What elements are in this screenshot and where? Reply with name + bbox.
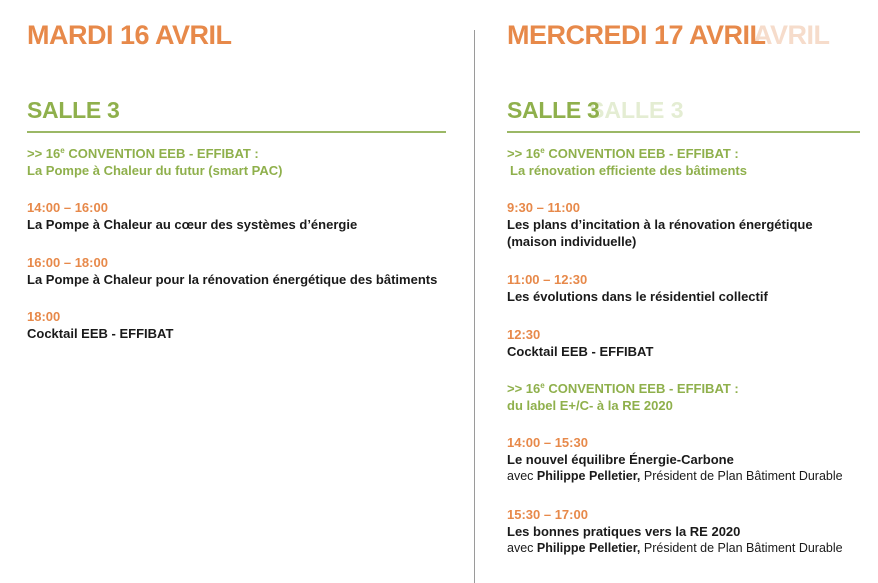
session-title: Les évolutions dans le résidentiel collectif [507,289,768,304]
session-item [27,254,437,288]
column-divider [474,30,475,583]
session-title: La Pompe à Chaleur pour la rénovation énergétique des bâtiments [27,272,438,287]
session-time: 12:30 [507,327,541,342]
session-item [507,199,813,250]
session-item [507,434,843,485]
room-rule [507,131,860,133]
convention-sup: e [60,146,65,155]
convention-sup: e [540,146,545,155]
convention-subtitle: La rénovation efficiente des bâtiments [510,163,747,178]
day-heading: MERCREDI 17 AVRIL [507,20,766,50]
session-item [27,199,357,233]
session-time: 14:00 – 16:00 [27,200,108,215]
session-item [507,271,768,305]
session-item [27,308,173,342]
speaker-role: Président de Plan Bâtiment Durable [640,469,843,483]
speaker-prefix: avec [507,469,537,483]
session-time: 15:30 – 17:00 [507,507,588,522]
session-title: Le nouvel équilibre Énergie-Carbone [507,452,734,467]
convention-heading [507,145,747,179]
convention-heading [27,145,282,179]
room-heading-ghost: SALLE 3 [589,97,684,123]
session-title: La Pompe à Chaleur au cœur des systèmes d’énergie [27,217,358,232]
session-speaker [507,468,843,485]
convention-prefix: >> 16 [507,381,541,396]
convention-prefix: >> 16 [27,146,61,161]
convention-suffix: CONVENTION EEB - EFFIBAT : [544,381,739,396]
session-time: 16:00 – 18:00 [27,255,108,270]
session-speaker [507,540,843,557]
day-heading-ghost: AVRIL [753,20,830,50]
room-heading: SALLE 3 [507,97,600,123]
room-rule [27,131,446,133]
session-time: 18:00 [27,309,61,324]
session-time: 11:00 – 12:30 [507,272,588,287]
convention-suffix: CONVENTION EEB - EFFIBAT : [64,146,259,161]
session-title: Les bonnes pratiques vers la RE 2020 [507,524,741,539]
convention-suffix: CONVENTION EEB - EFFIBAT : [544,146,739,161]
session-title: Cocktail EEB - EFFIBAT [507,344,654,359]
speaker-name: Philippe Pelletier, [536,541,641,555]
speaker-name: Philippe Pelletier, [536,469,641,483]
session-title: Les plans d’incitation à la rénovation énergétique [507,217,813,232]
session-item [507,326,653,360]
session-time: 9:30 – 11:00 [507,200,581,215]
convention-prefix: >> 16 [507,146,541,161]
session-title: Cocktail EEB - EFFIBAT [27,326,174,341]
session-item [507,506,843,557]
convention-heading [507,380,739,414]
session-title-line2: (maison individuelle) [507,234,637,249]
room-heading: SALLE 3 [27,97,120,123]
session-time: 14:00 – 15:30 [507,435,588,450]
convention-subtitle: La Pompe à Chaleur du futur (smart PAC) [27,163,283,178]
convention-sup: e [540,381,545,390]
day-heading: MARDI 16 AVRIL [27,20,232,50]
convention-subtitle: du label E+/C- à la RE 2020 [507,398,673,413]
speaker-role: Président de Plan Bâtiment Durable [640,541,843,555]
speaker-prefix: avec [507,541,537,555]
